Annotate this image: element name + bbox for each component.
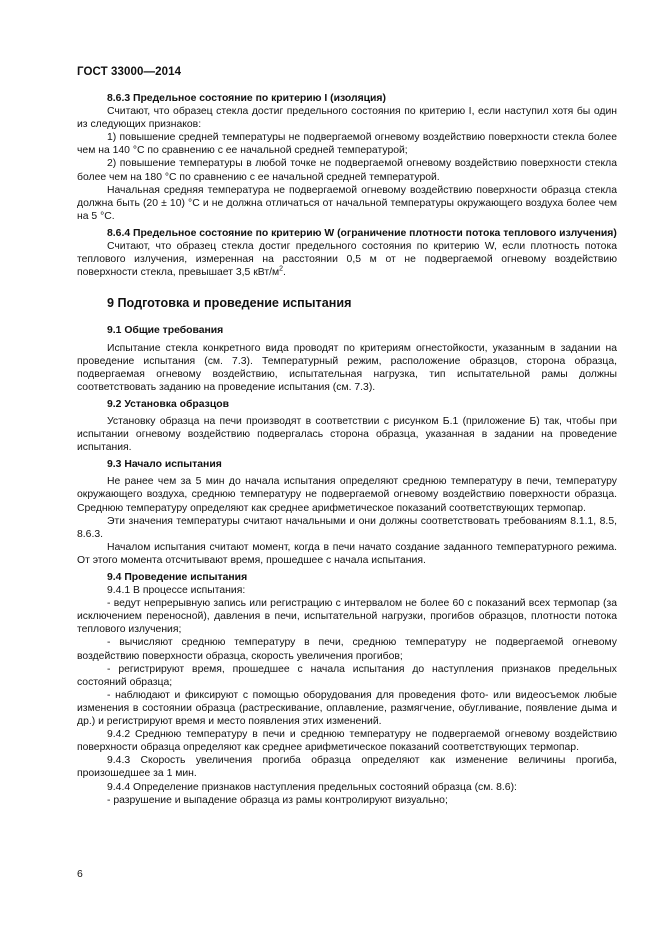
- section-9-4-title: 9.4 Проведение испытания: [107, 572, 248, 583]
- section-9-3-paragraph-2: Эти значения температуры считают начальными и они должны соответствовать требованиям 8.1.1, 8.5, 8.6.3.: [77, 515, 617, 540]
- section-9-1-title: 9.1 Общие требования: [107, 325, 224, 337]
- section-9-1-paragraph-1: Испытание стекла конкретного вида проводят по критериям огнестойкости, указанным в задании на проведение испытания (см. 7.3). Температурный режим, расположение образцов, сторона образца, подвергаемая огневому воздействию, испытательная нагрузка, тип испытательной рамы должны соответствовать заданию на проведение испытания (см. 7.3).: [77, 342, 617, 393]
- section-8-6-3-paragraph-2: Начальная средняя температура не подвергаемой огневому воздействию поверхности образца стекла должна быть (20 ± 10) °C и не должна отличаться от начальной температуры окружающего воздуха более чем на 5 °C.: [77, 184, 617, 222]
- section-9-3-title: 9.3 Начало испытания: [107, 459, 222, 471]
- section-9-3-paragraph-3: Началом испытания считают момент, когда в печи начато создание заданного температурного режима. От этого момента отсчитывают время, прошедшее с начала испытания.: [77, 541, 617, 566]
- section-9-4-1-bullet-3: - регистрируют время, прошедшее с начала испытания до наступления признаков предельных состояний образца;: [77, 663, 617, 688]
- section-9-3-paragraph-1: Не ранее чем за 5 мин до начала испытания определяют среднюю температуру в печи, температуру окружающего воздуха, среднюю температуру не подвергаемой огневому воздействию поверхности образца. Среднюю температуру определяют как среднее арифметическое показаний соответствующих термопар.: [77, 476, 617, 514]
- section-8-6-4-paragraph-1: Считают, что образец стекла достиг предельного состояния по критерию W, если плотность потока теплового излучения, измеренная на расстоянии 0,5 м от не подвергаемой огневому воздействию поверхности стекла, превышает 3,5 кВт/$м^2$.: [77, 241, 617, 279]
- section-8-6-3-item-2: 2) повышение температуры в любой точке не подвергаемой огневому воздействию поверхности стекла более чем на 180 °C по сравнению с ее начальной средней температурой.: [77, 158, 617, 183]
- section-9-title: 9 Подготовка и проведение испытания: [107, 296, 352, 311]
- section-9-4-4-bullet-1: - разрушение и выпадение образца из рамы контролируют визуально;: [107, 794, 448, 806]
- page-number: 6: [77, 869, 83, 880]
- section-9-4-1: 9.4.1 В процессе испытания:: [107, 585, 246, 597]
- section-9-2-title: 9.2 Установка образцов: [107, 398, 229, 410]
- section-8-6-3-item-1: 1) повышение средней температуры не подвергаемой огневому воздействию поверхности стекла более чем на 140 °C по сравнению с ее начальной средней температурой;: [77, 132, 617, 157]
- section-9-4-1-bullet-1: - ведут непрерывную запись или регистрацию с интервалом не более 60 с показаний всех термопар (за исключением переносной), давления в печи, испытательной нагрузки, прогибов образцов, плотности потока теплового излучения;: [77, 598, 617, 636]
- section-9-4-3: 9.4.3 Скорость увеличения прогиба образца определяют как изменение величины прогиба, произошедшее за 1 мин.: [77, 755, 617, 780]
- document-body: [77, 92, 617, 807]
- section-9-4-1-bullet-4: - наблюдают и фиксируют с помощью оборудования для проведения фото- или видеосъемок любые изменения в состоянии образца (растрескивание, оплавление, размягчение, обугливание, появление дыма и др.) и регистрируют время и место появления этих изменений.: [77, 689, 617, 728]
- superscript-2: 2: [279, 265, 284, 273]
- section-9-2-paragraph-1: Установку образца на печи производят в соответствии с рисунком Б.1 (приложение Б) так, чтобы при испытании огневому воздействию подвергалась сторона образца, указанная в задании на проведение испытания.: [77, 415, 617, 454]
- document-header: ГОСТ 33000—2014: [77, 66, 182, 78]
- section-9-4-4: 9.4.4 Определение признаков наступления предельных состояний образца (см. 8.6):: [107, 781, 517, 793]
- section-9-4-2: 9.4.2 Среднюю температуру в печи и среднюю температуру не подвергаемой огневому воздействию поверхности образца определяют как среднее арифметическое показаний соответствующих термопар.: [77, 729, 617, 754]
- section-8-6-4-title: 8.6.4 Предельное состояние по критерию W (ограничение плотности потока теплового излучения): [107, 227, 617, 239]
- section-9-4-1-bullet-2: - вычисляют среднюю температуру в печи, среднюю температуру не подвергаемой огневому воздействию поверхности образца, скорость увеличения прогибов;: [77, 637, 617, 662]
- section-8-6-3-title: 8.6.3 Предельное состояние по критерию I (изоляция): [107, 93, 386, 104]
- section-8-6-3-paragraph-1: Считают, что образец стекла достиг предельного состояния по критерию I, если наступил хотя бы один из следующих признаков:: [77, 106, 617, 131]
